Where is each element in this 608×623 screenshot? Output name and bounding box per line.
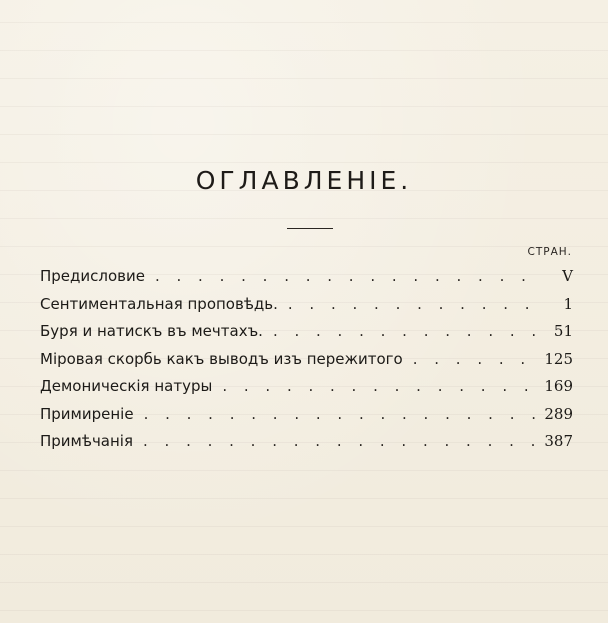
toc-entry-page: 289 — [544, 404, 573, 423]
page-title: ОГЛАВЛЕНІЕ. — [195, 166, 413, 195]
toc-entry-storm-and-stress[interactable] — [40, 322, 573, 350]
page-column-header: СТРАН. — [527, 246, 572, 258]
toc-entry-world-sorrow[interactable] — [40, 350, 573, 378]
toc-entry-page: 169 — [544, 377, 573, 395]
toc-entry-title: Примѣчанiя — [40, 432, 133, 450]
toc-entry-title: Примиренiе — [40, 404, 134, 423]
leader-dots — [155, 267, 543, 285]
toc-entry-title: Демоническiя натуры — [40, 377, 213, 395]
toc-entry-demonic-natures[interactable] — [40, 377, 573, 405]
leader-dots — [273, 322, 543, 340]
toc-entry-reconciliation[interactable] — [40, 405, 573, 433]
toc-entry-title: Сентиментальная проповѣдь. — [40, 294, 278, 313]
toc-entry-page: 1 — [563, 294, 573, 313]
leader-dots — [143, 432, 536, 450]
leader-dots — [144, 405, 537, 423]
toc-entry-page: 125 — [544, 349, 573, 368]
toc-entry-page: 387 — [544, 432, 573, 450]
title-divider — [287, 228, 333, 229]
toc-entry-notes[interactable] — [40, 432, 573, 460]
toc-entry-sentimental-sermon[interactable] — [40, 295, 573, 323]
table-of-contents — [40, 267, 573, 460]
leader-dots — [288, 295, 543, 313]
toc-entry-page: V — [562, 267, 573, 285]
toc-entry-title: Буря и натискъ въ мечтахъ. — [40, 322, 263, 340]
toc-entry-preface[interactable] — [40, 267, 573, 295]
toc-entry-title: Мiровая скорбь какъ выводъ изъ пережитого — [40, 349, 403, 368]
toc-entry-title: Предисловие — [40, 267, 145, 285]
leader-dots — [413, 350, 537, 368]
leader-dots — [222, 377, 536, 395]
toc-entry-page: 51 — [553, 322, 573, 340]
